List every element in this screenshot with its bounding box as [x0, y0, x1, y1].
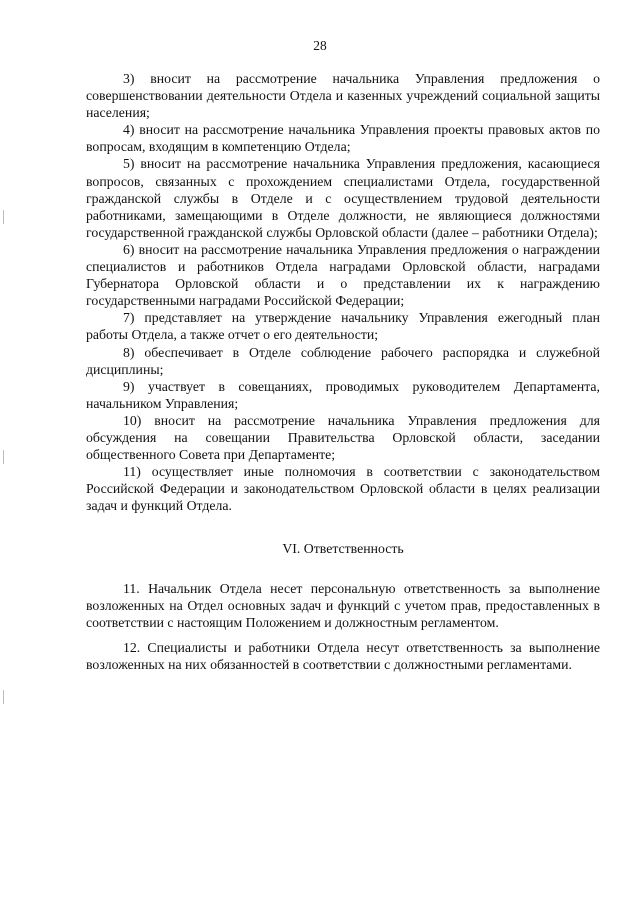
section-paragraph: 12. Специалисты и работники Отдела несут ответственность за выполнение возложенных на них обязанностей в соответствии с должностными регламентами. — [86, 639, 600, 672]
list-item: 11) осуществляет иные полномочия в соответствии с законодательством Российской Федерации и законодательством Орловской области в целях реализации задач и функций Отдела. — [86, 464, 600, 514]
list-item: 4) вносит на рассмотрение начальника Управления проекты правовых актов по вопросам, входящим в компетенцию Отдела; — [86, 122, 600, 155]
list-item: 9) участвует в совещаниях, проводимых руководителем Департамента, начальником Управления; — [86, 378, 600, 411]
list-item: 3) вносит на рассмотрение начальника Управления предложения о совершенствовании деятельности Отдела и казенных учреждений социальной защиты населения; — [86, 71, 600, 121]
list-item: 8) обеспечивает в Отделе соблюдение рабочего распорядка и служебной дисциплины; — [86, 344, 600, 377]
list-item: 10) вносит на рассмотрение начальника Управления предложения для обсуждения на совещании Правительства Орловской области, заседании общественного Совета при Департаменте; — [86, 412, 600, 463]
margin-mark — [3, 690, 4, 704]
section-paragraph: 11. Начальник Отдела несет персональную ответственность за выполнение возложенных на Отдел основных задач и функций с учетом прав, предоставленных в соответствии с настоящим Положением и должностным регламентом. — [86, 580, 600, 630]
document-body — [86, 70, 600, 673]
section-heading: VI. Ответственность — [282, 541, 404, 557]
margin-mark — [3, 450, 4, 464]
margin-mark — [3, 210, 4, 224]
list-item: 6) вносит на рассмотрение начальника Управления предложения о награждении специалистов и работников Отдела наградами Орловской области, наградами Губернатора Орловской области и о представлении их к награждению государственными наградами Российской Федерации; — [86, 241, 600, 309]
paragraph-gap — [86, 631, 600, 639]
list-item: 7) представляет на утверждение начальнику Управления ежегодный план работы Отдела, а также отчет о его деятельности; — [86, 310, 600, 343]
list-item: 5) вносит на рассмотрение начальника Управления предложения, касающиеся вопросов, связанных с прохождением специалистами Отдела, государственной гражданской службы в Отделе и с осуществлением трудовой деятельности работниками, замещающими в Отделе должности, не являющиеся должностями государственной гражданской службы Орловской области (далее – работники Отдела); — [86, 156, 600, 240]
page-number: 28 — [313, 38, 327, 53]
